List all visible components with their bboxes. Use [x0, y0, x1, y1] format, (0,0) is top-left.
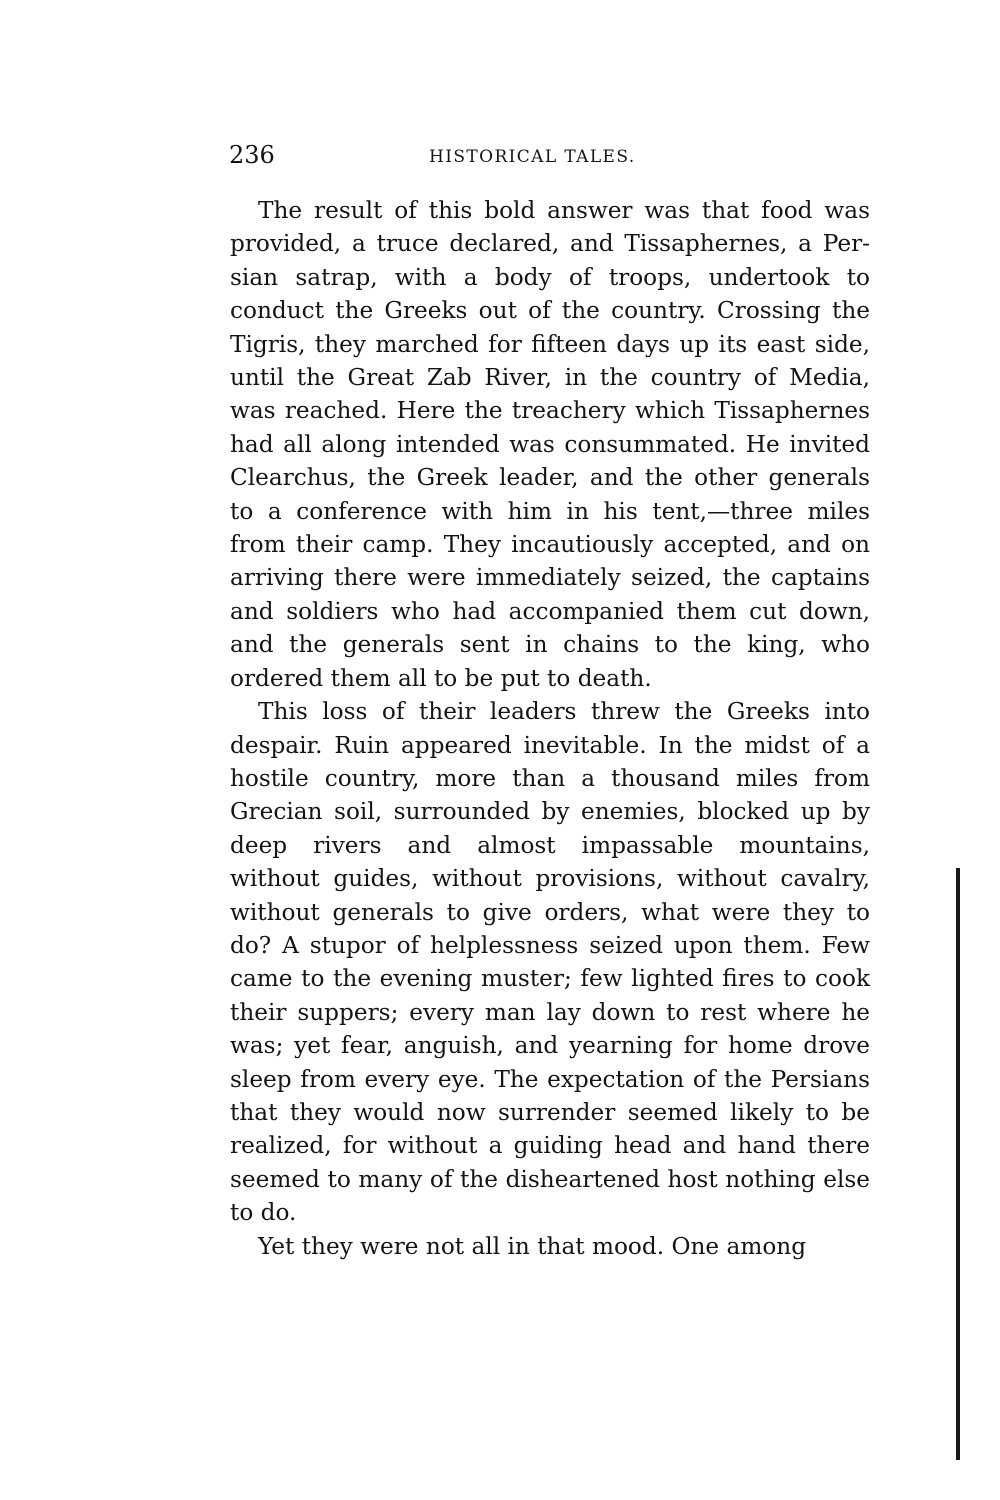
page-number: 236 — [229, 141, 275, 169]
paragraph-3: Yet they were not all in that mood. One among — [258, 1232, 807, 1260]
page-header — [229, 138, 869, 172]
scan-edge-line — [956, 868, 960, 1460]
paragraph-1: The result of this bold answer was that food was provided, a truce declared, and Tissaphernes, a Persian satrap, with a body of troops, undertook to conduct the Greeks out of the country. Crossing the Tigris, they marched for fifteen days up its east side, until the Great Zab River, in the country of Media, was reached. Here the treachery which Tissaphernes had all along intended was consummated. He invited Clearchus, the Greek leader, and the other generals to a conference with him in his tent,—three miles from their camp. They incautiously accepted, and on arriving there were immediately seized, the captains and soldiers who had accompanied them cut down, and the generals sent in chains to the king, who ordered them all to be put to death. — [230, 197, 870, 692]
running-head: HISTORICAL TALES. — [429, 147, 636, 167]
body-text — [230, 194, 870, 1263]
paragraph-2: This loss of their leaders threw the Greeks into despair. Ruin appeared inevitable. In the midst of a hostile country, more than a thousand miles from Grecian soil, surrounded by enemies, blocked up by deep rivers and almost impassable mountains, without guides, without provisions, without cavalry, without generals to give orders, what were they to do? A stupor of helplessness seized upon them. Few came to the evening muster; few lighted fires to cook their suppers; every man lay down to rest where he was; yet fear, anguish, and yearning for home drove sleep from every eye. The expectation of the Persians that they would now surrender seemed likely to be realized, for without a guiding head and hand there seemed to many of the disheartened host nothing else to do. — [230, 698, 870, 1227]
